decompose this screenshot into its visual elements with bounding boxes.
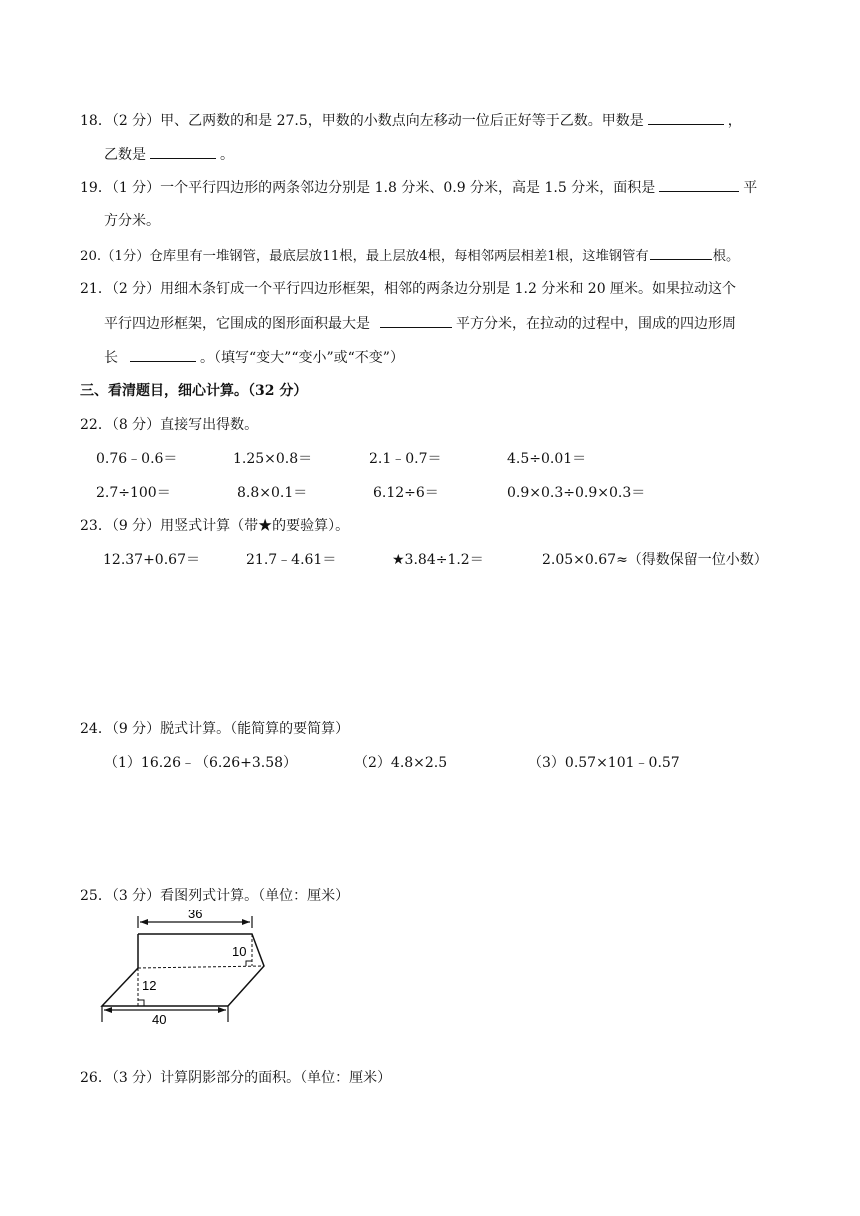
q23-item: 2.05×0.67≈（得数保留一位小数） <box>542 552 768 568</box>
q18-line2 <box>104 144 234 165</box>
left-height-label: 12 <box>142 978 157 993</box>
dashed-divider <box>138 966 264 968</box>
q19-tail: 平 <box>743 180 758 196</box>
q21-line3-end: 。（填写“变大”“变小”或“不变”） <box>200 350 404 366</box>
q24-item: （2）4.8×2.5 <box>354 755 448 771</box>
q19-answer-blank[interactable] <box>659 177 739 192</box>
q21-answer-blank-1[interactable] <box>380 313 452 328</box>
q26-title: 26．（3 分）计算阴影部分的面积。（单位：厘米） <box>80 1070 392 1086</box>
q18-comma: ， <box>727 113 742 129</box>
q23-title: 23．（9 分）用竖式计算（带★的要验算）。 <box>80 518 350 534</box>
q21-line2-mid: 平方分米，在拉动的过程中，围成的四边形周 <box>456 316 736 332</box>
q23-item: 12.37+0.67＝ <box>103 552 200 568</box>
q25-trapezoid-figure <box>98 910 270 1026</box>
q23-item: ★3.84÷1.2＝ <box>392 552 484 568</box>
q21-line2 <box>104 313 736 334</box>
q18-answer-blank-2[interactable] <box>150 144 216 159</box>
arrowhead <box>104 1007 112 1013</box>
q22-item: 0.9×0.3÷0.9×0.3＝ <box>507 485 646 501</box>
q22-title: 22．（8 分）直接写出得数。 <box>80 417 259 433</box>
q24-item: （1）16.26﹣（6.26+3.58） <box>104 755 298 771</box>
arrowhead <box>242 919 250 925</box>
right-angle-mark <box>246 961 252 966</box>
section-3-heading: 三、看清题目，细心计算。（32 分） <box>80 383 308 399</box>
q18-answer-blank-1[interactable] <box>648 110 724 125</box>
q22-item: 8.8×0.1＝ <box>237 485 308 501</box>
q21-answer-blank-2[interactable] <box>130 347 196 362</box>
q18-line2-text: 乙数是 <box>104 147 146 163</box>
q22-item: 0.76﹣0.6＝ <box>96 451 178 467</box>
q22-item: 1.25×0.8＝ <box>233 451 313 467</box>
q24-item: （3）0.57×101﹣0.57 <box>528 755 680 771</box>
q20-text: 20.（1分）仓库里有一堆钢管，最底层放11根，最上层放4根，每相邻两层相差1根，这堆钢管有 <box>80 249 649 264</box>
q20-tail: 根。 <box>712 249 740 264</box>
right-height-label: 10 <box>232 944 247 959</box>
q20-answer-blank[interactable] <box>650 245 712 260</box>
bottom-length-label: 40 <box>152 1012 167 1026</box>
q18-period: 。 <box>220 147 234 163</box>
q22-item: 6.12÷6＝ <box>373 485 439 501</box>
q20-line1 <box>80 245 739 267</box>
q21-line3 <box>104 347 404 368</box>
q21-line3-text: 长 <box>104 350 118 366</box>
right-angle-mark <box>138 1000 144 1006</box>
q24-title: 24．（9 分）脱式计算。（能简算的要简算） <box>80 721 350 737</box>
q19-line1 <box>80 177 757 198</box>
q22-item: 4.5÷0.01＝ <box>507 451 587 467</box>
q21-line1: 21．（2 分）用细木条钉成一个平行四边形框架，相邻的两条边分别是 1.2 分米和 20 厘米。如果拉动这个 <box>80 281 737 297</box>
arrowhead <box>218 1007 226 1013</box>
q21-line2-text: 平行四边形框架，它围成的图形面积最大是 <box>104 316 370 332</box>
q22-item: 2.7÷100＝ <box>96 485 171 501</box>
q25-title: 25．（3 分）看图列式计算。（单位：厘米） <box>80 888 350 904</box>
q23-item: 21.7﹣4.61＝ <box>246 552 337 568</box>
q19-text: 19．（1 分）一个平行四边形的两条邻边分别是 1.8 分米、0.9 分米，高是 1.5 分米，面积是 <box>80 180 656 196</box>
arrowhead <box>140 919 148 925</box>
q19-line2: 方分米。 <box>104 213 160 229</box>
q18-text: 18．（2 分）甲、乙两数的和是 27.5，甲数的小数点向左移动一位后正好等于乙数。甲数是 <box>80 113 644 129</box>
q18-line1 <box>80 110 742 131</box>
q22-item: 2.1﹣0.7＝ <box>369 451 442 467</box>
top-length-label: 36 <box>188 910 203 921</box>
